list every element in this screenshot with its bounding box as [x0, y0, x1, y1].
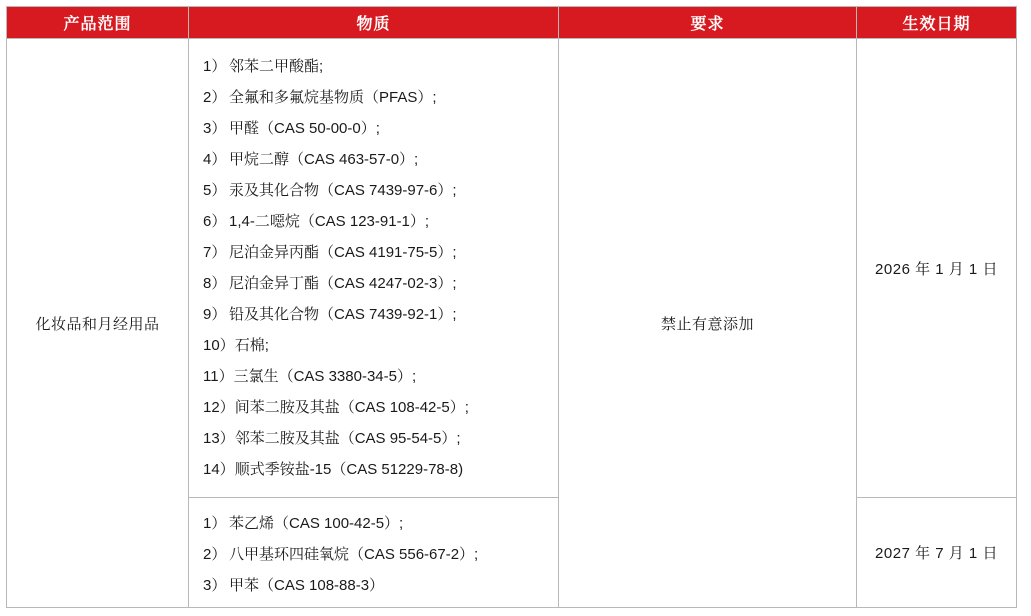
list-item: [203, 268, 548, 299]
list-item-text: 邻苯二胺及其盐（CAS 95-54-5）;: [234, 430, 461, 447]
list-item: [203, 237, 548, 268]
list-item-text: 八甲基环四硅氧烷（CAS 556-67-2）;: [229, 546, 479, 563]
list-item-number: 1）: [203, 515, 227, 532]
list-item-number: 9）: [203, 306, 227, 323]
list-item-text: 尼泊金异丁酯（CAS 4247-02-3）;: [229, 275, 457, 292]
substance-list-1: [203, 51, 548, 485]
list-item: [203, 508, 548, 539]
list-item: [203, 206, 548, 237]
list-item-text: 铅及其化合物（CAS 7439-92-1）;: [229, 306, 457, 323]
list-item: [203, 539, 548, 570]
list-item-text: 石棉;: [234, 337, 269, 354]
list-item-text: 甲苯（CAS 108-88-3）: [229, 577, 385, 594]
list-item-number: 5）: [203, 182, 227, 199]
list-item: [203, 175, 548, 206]
list-item-number: 3）: [203, 577, 227, 594]
list-item-text: 尼泊金异丙酯（CAS 4191-75-5）;: [229, 244, 457, 261]
cell-effective-date-2: 2027 年 7 月 1 日: [857, 498, 1017, 608]
list-item-text: 邻苯二甲酸酯;: [229, 58, 324, 75]
cell-substance-list-1: [189, 39, 559, 498]
list-item-number: 13）: [203, 430, 235, 447]
document-page: [0, 6, 1031, 616]
list-item-number: 1）: [203, 58, 227, 75]
table-header-row: [7, 7, 1017, 39]
list-item: [203, 423, 548, 454]
cell-requirement: 禁止有意添加: [559, 39, 857, 608]
column-header-requirement: 要求: [559, 7, 857, 39]
list-item: [203, 82, 548, 113]
list-item-number: 6）: [203, 213, 227, 230]
list-item-text: 三氯生（CAS 3380-34-5）;: [233, 368, 417, 385]
list-item-text: 甲醛（CAS 50-00-0）;: [229, 120, 380, 137]
list-item-number: 7）: [203, 244, 227, 261]
cell-product-scope: 化妆品和月经用品: [7, 39, 189, 608]
table-body: [7, 39, 1017, 608]
list-item: [203, 454, 548, 485]
table-header: [7, 7, 1017, 39]
list-item-text: 顺式季铵盐-15（CAS 51229-78-8): [234, 461, 464, 478]
list-item-number: 3）: [203, 120, 227, 137]
list-item: [203, 392, 548, 423]
list-item-text: 汞及其化合物（CAS 7439-97-6）;: [229, 182, 457, 199]
list-item-number: 8）: [203, 275, 227, 292]
cell-effective-date-1: 2026 年 1 月 1 日: [857, 39, 1017, 498]
substance-list-2: [203, 508, 548, 601]
list-item: [203, 570, 548, 601]
list-item-number: 11）: [203, 368, 234, 385]
column-header-product-scope: 产品范围: [7, 7, 189, 39]
list-item-number: 4）: [203, 151, 227, 168]
list-item: [203, 51, 548, 82]
list-item-text: 甲烷二醇（CAS 463-57-0）;: [229, 151, 419, 168]
list-item-text: 全氟和多氟烷基物质（PFAS）;: [229, 89, 437, 106]
cell-substance-list-2: [189, 498, 559, 608]
list-item-text: 间苯二胺及其盐（CAS 108-42-5）;: [234, 399, 469, 416]
list-item: [203, 330, 548, 361]
list-item: [203, 299, 548, 330]
list-item-text: 苯乙烯（CAS 100-42-5）;: [229, 515, 404, 532]
list-item-number: 12）: [203, 399, 235, 416]
list-item-number: 2）: [203, 89, 227, 106]
list-item-text: 1,4-二噁烷（CAS 123-91-1）;: [229, 213, 430, 230]
list-item-number: 14）: [203, 461, 235, 478]
table-row: [7, 39, 1017, 498]
column-header-substance: 物质: [189, 7, 559, 39]
regulation-table: [6, 6, 1017, 608]
list-item: [203, 361, 548, 392]
list-item: [203, 113, 548, 144]
list-item-number: 2）: [203, 546, 227, 563]
column-header-effective-date: 生效日期: [857, 7, 1017, 39]
list-item: [203, 144, 548, 175]
list-item-number: 10）: [203, 337, 235, 354]
